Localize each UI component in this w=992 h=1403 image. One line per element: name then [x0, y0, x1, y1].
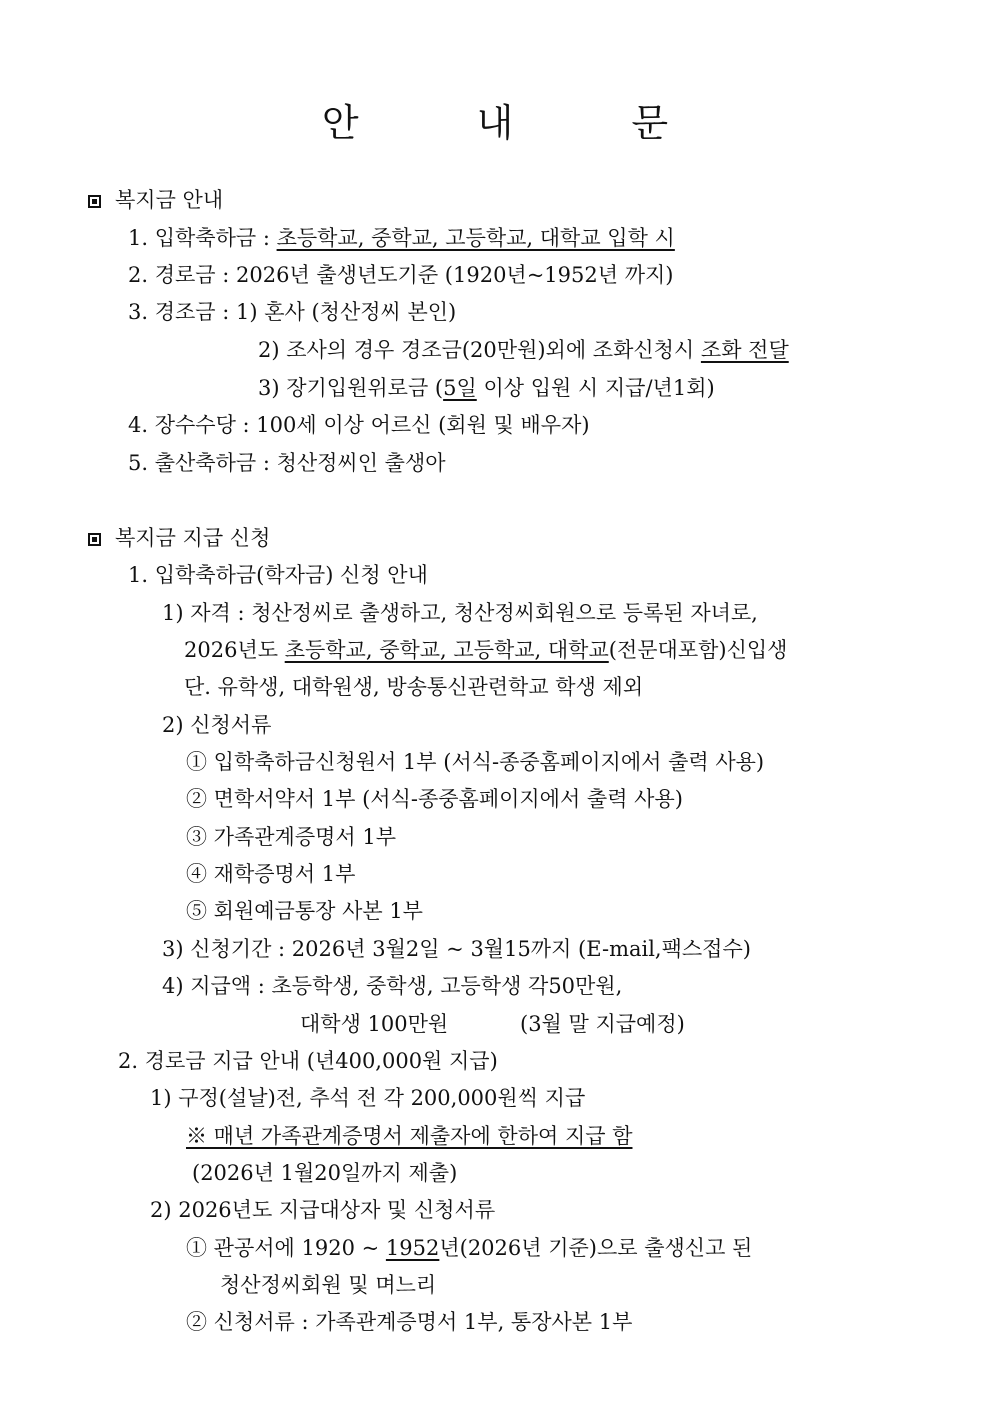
list-item: 1. 입학축하금 : 초등학교, 중학교, 고등학교, 대학교 입학 시	[128, 226, 675, 250]
list-item: 2) 조사의 경우 경조금(20만원)외에 조화신청시 조화 전달	[258, 338, 789, 362]
elder-note: ※ 매년 가족관계증명서 제출자에 한하여 지급 함	[186, 1124, 633, 1148]
qualification-line: 단. 유학생, 대학원생, 방송통신관련학교 학생 제외	[184, 675, 644, 699]
list-item: 3. 경조금 : 1) 혼사 (청산정씨 본인)	[128, 300, 457, 324]
documents-title: 2) 신청서류	[162, 713, 272, 737]
payment-amount: 4) 지급액 : 초등학생, 중학생, 고등학생 각50만원,	[162, 974, 623, 998]
page-title	[0, 92, 992, 147]
square-bullet-icon	[88, 195, 101, 208]
section-header-welfare-info	[88, 186, 223, 214]
document-item: ② 면학서약서 1부 (서식-종중홈페이지에서 출력 사용)	[186, 787, 683, 811]
qualification-line: 1) 자격 : 청산정씨로 출생하고, 청산정씨회원으로 등록된 자녀로,	[162, 601, 758, 625]
elder-documents-item: ② 신청서류 : 가족관계증명서 1부, 통장사본 1부	[186, 1310, 633, 1334]
list-item: 3) 장기입원위로금 (5일 이상 입원 시 지급/년1회)	[258, 376, 715, 400]
title-char: 내	[476, 101, 516, 145]
title-char: 안	[321, 101, 361, 145]
document-item: ③ 가족관계증명서 1부	[186, 825, 396, 849]
square-bullet-icon	[88, 533, 101, 546]
list-item: 2. 경로금 : 2026년 출생년도기준 (1920년~1952년 까지)	[128, 263, 674, 287]
elder-targets-title: 2) 2026년도 지급대상자 및 신청서류	[150, 1198, 496, 1222]
list-item: 5. 출산축하금 : 청산정씨인 출생아	[128, 451, 446, 475]
document-item: ① 입학축하금신청원서 1부 (서식-종중홈페이지에서 출력 사용)	[186, 750, 765, 774]
document-item: ⑤ 회원예금통장 사본 1부	[186, 899, 423, 923]
section-header-text: 복지금 안내	[115, 188, 224, 212]
document-item: ④ 재학증명서 1부	[186, 862, 356, 886]
subsection-title: 2. 경로금 지급 안내 (년400,000원 지급)	[118, 1049, 498, 1073]
section-header-text: 복지금 지급 신청	[115, 526, 271, 550]
elder-target-item: ① 관공서에 1920 ~ 1952년(2026년 기준)으로 출생신고 된	[186, 1236, 753, 1260]
payment-schedule: (3월 말 지급예정)	[520, 1012, 685, 1036]
payment-amount-university: 대학생 100만원	[300, 1012, 449, 1036]
elder-payment-line: 1) 구정(설날)전, 추석 전 각 200,000원씩 지급	[150, 1086, 586, 1110]
elder-target-item-continued: 청산정씨회원 및 며느리	[220, 1273, 437, 1297]
elder-deadline: (2026년 1월20일까지 제출)	[192, 1161, 458, 1185]
title-char: 문	[631, 101, 671, 145]
application-period: 3) 신청기간 : 2026년 3월2일 ~ 3월15까지 (E-mail,팩스접수)	[162, 937, 751, 961]
list-item: 4. 장수수당 : 100세 이상 어르신 (회원 및 배우자)	[128, 413, 590, 437]
subsection-title: 1. 입학축하금(학자금) 신청 안내	[128, 563, 428, 587]
qualification-line: 2026년도 초등학교, 중학교, 고등학교, 대학교(전문대포함)신입생	[184, 638, 788, 662]
section-header-welfare-application	[88, 524, 270, 552]
